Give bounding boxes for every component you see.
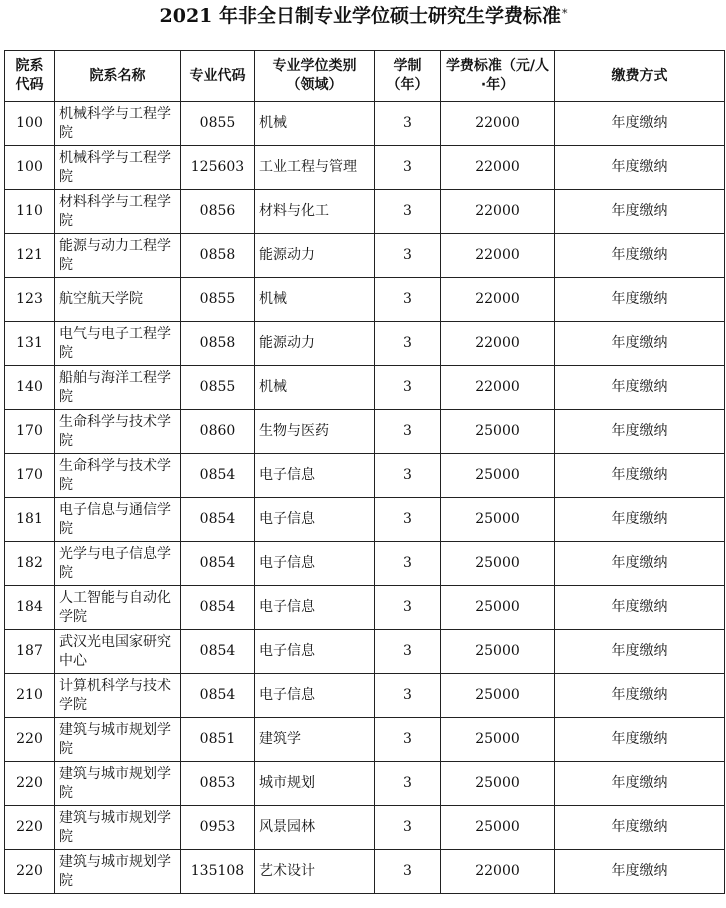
table-row (5, 674, 725, 718)
header-duration: 学制（年） (375, 51, 441, 102)
cell-payment: 年度缴纳 (555, 498, 725, 542)
cell-duration: 3 (375, 234, 441, 278)
cell-major-code: 0856 (181, 190, 255, 234)
cell-payment: 年度缴纳 (555, 850, 725, 894)
cell-payment: 年度缴纳 (555, 278, 725, 322)
cell-dept-code: 182 (5, 542, 55, 586)
cell-dept-name: 材料科学与工程学院 (55, 190, 181, 234)
cell-major-category: 生物与医药 (255, 410, 375, 454)
cell-tuition: 25000 (441, 630, 555, 674)
cell-major-category: 机械 (255, 102, 375, 146)
cell-payment: 年度缴纳 (555, 762, 725, 806)
cell-duration: 3 (375, 762, 441, 806)
cell-dept-code: 123 (5, 278, 55, 322)
cell-dept-name: 建筑与城市规划学院 (55, 718, 181, 762)
header-payment: 缴费方式 (555, 51, 725, 102)
cell-tuition: 22000 (441, 146, 555, 190)
cell-tuition: 25000 (441, 454, 555, 498)
cell-dept-code: 220 (5, 850, 55, 894)
cell-payment: 年度缴纳 (555, 542, 725, 586)
table-body (5, 102, 725, 894)
cell-major-category: 电子信息 (255, 498, 375, 542)
table-header-row (5, 51, 725, 102)
cell-major-code: 0860 (181, 410, 255, 454)
cell-dept-code: 184 (5, 586, 55, 630)
cell-tuition: 25000 (441, 498, 555, 542)
cell-duration: 3 (375, 190, 441, 234)
cell-dept-code: 100 (5, 102, 55, 146)
cell-payment: 年度缴纳 (555, 102, 725, 146)
cell-major-code: 0854 (181, 586, 255, 630)
cell-major-code: 0851 (181, 718, 255, 762)
cell-tuition: 22000 (441, 190, 555, 234)
tuition-table (4, 50, 725, 894)
table-row (5, 762, 725, 806)
cell-duration: 3 (375, 586, 441, 630)
cell-duration: 3 (375, 366, 441, 410)
cell-tuition: 22000 (441, 278, 555, 322)
cell-major-category: 电子信息 (255, 542, 375, 586)
table-row (5, 190, 725, 234)
cell-dept-name: 计算机科学与技术学院 (55, 674, 181, 718)
cell-duration: 3 (375, 102, 441, 146)
cell-major-code: 0854 (181, 674, 255, 718)
cell-duration: 3 (375, 718, 441, 762)
cell-tuition: 22000 (441, 102, 555, 146)
cell-major-code: 0854 (181, 454, 255, 498)
cell-tuition: 25000 (441, 410, 555, 454)
cell-duration: 3 (375, 850, 441, 894)
cell-major-code: 0853 (181, 762, 255, 806)
cell-major-category: 电子信息 (255, 630, 375, 674)
cell-dept-code: 140 (5, 366, 55, 410)
cell-payment: 年度缴纳 (555, 806, 725, 850)
table-row (5, 146, 725, 190)
cell-tuition: 25000 (441, 674, 555, 718)
cell-major-code: 0855 (181, 102, 255, 146)
cell-major-category: 工业工程与管理 (255, 146, 375, 190)
cell-major-category: 电子信息 (255, 674, 375, 718)
cell-major-category: 材料与化工 (255, 190, 375, 234)
cell-payment: 年度缴纳 (555, 234, 725, 278)
cell-dept-code: 181 (5, 498, 55, 542)
cell-payment: 年度缴纳 (555, 410, 725, 454)
cell-dept-name: 机械科学与工程学院 (55, 146, 181, 190)
cell-major-category: 城市规划 (255, 762, 375, 806)
cell-payment: 年度缴纳 (555, 322, 725, 366)
cell-dept-name: 航空航天学院 (55, 278, 181, 322)
table-row (5, 586, 725, 630)
cell-major-code: 0854 (181, 630, 255, 674)
cell-dept-name: 能源与动力工程学院 (55, 234, 181, 278)
cell-payment: 年度缴纳 (555, 366, 725, 410)
table-row (5, 102, 725, 146)
table-row (5, 410, 725, 454)
table-row (5, 630, 725, 674)
cell-dept-name: 人工智能与自动化学院 (55, 586, 181, 630)
cell-dept-name: 武汉光电国家研究中心 (55, 630, 181, 674)
cell-major-code: 0953 (181, 806, 255, 850)
cell-major-category: 电子信息 (255, 454, 375, 498)
cell-tuition: 22000 (441, 850, 555, 894)
cell-dept-code: 220 (5, 806, 55, 850)
cell-tuition: 22000 (441, 234, 555, 278)
cell-dept-code: 100 (5, 146, 55, 190)
cell-payment: 年度缴纳 (555, 454, 725, 498)
cell-dept-name: 建筑与城市规划学院 (55, 806, 181, 850)
cell-dept-name: 建筑与城市规划学院 (55, 850, 181, 894)
cell-payment: 年度缴纳 (555, 190, 725, 234)
table-row (5, 850, 725, 894)
table-row (5, 454, 725, 498)
cell-dept-code: 187 (5, 630, 55, 674)
cell-dept-name: 机械科学与工程学院 (55, 102, 181, 146)
cell-duration: 3 (375, 498, 441, 542)
cell-dept-code: 170 (5, 410, 55, 454)
cell-major-code: 0854 (181, 542, 255, 586)
header-dept-name: 院系名称 (55, 51, 181, 102)
cell-duration: 3 (375, 806, 441, 850)
cell-dept-code: 220 (5, 762, 55, 806)
header-major-category: 专业学位类别（领域） (255, 51, 375, 102)
cell-dept-code: 110 (5, 190, 55, 234)
cell-major-category: 机械 (255, 278, 375, 322)
cell-major-category: 机械 (255, 366, 375, 410)
cell-tuition: 25000 (441, 762, 555, 806)
table-row (5, 498, 725, 542)
table-row (5, 542, 725, 586)
cell-major-category: 电子信息 (255, 586, 375, 630)
cell-dept-code: 210 (5, 674, 55, 718)
cell-major-code: 0855 (181, 278, 255, 322)
cell-dept-name: 建筑与城市规划学院 (55, 762, 181, 806)
title-footnote-mark: * (562, 7, 568, 20)
table-row (5, 278, 725, 322)
cell-dept-name: 电气与电子工程学院 (55, 322, 181, 366)
cell-major-code: 0858 (181, 322, 255, 366)
cell-payment: 年度缴纳 (555, 674, 725, 718)
cell-dept-name: 船舶与海洋工程学院 (55, 366, 181, 410)
cell-duration: 3 (375, 542, 441, 586)
cell-major-code: 0855 (181, 366, 255, 410)
table-row (5, 366, 725, 410)
cell-dept-code: 121 (5, 234, 55, 278)
table-row (5, 322, 725, 366)
cell-duration: 3 (375, 674, 441, 718)
cell-major-category: 能源动力 (255, 322, 375, 366)
cell-tuition: 25000 (441, 586, 555, 630)
cell-duration: 3 (375, 146, 441, 190)
cell-tuition: 25000 (441, 542, 555, 586)
cell-payment: 年度缴纳 (555, 586, 725, 630)
header-dept-code: 院系代码 (5, 51, 55, 102)
cell-major-category: 风景园林 (255, 806, 375, 850)
document-title: 2021 年非全日制专业学位硕士研究生学费标准* (159, 5, 568, 27)
cell-tuition: 22000 (441, 322, 555, 366)
cell-major-category: 艺术设计 (255, 850, 375, 894)
cell-duration: 3 (375, 410, 441, 454)
cell-duration: 3 (375, 322, 441, 366)
cell-dept-code: 220 (5, 718, 55, 762)
cell-major-category: 能源动力 (255, 234, 375, 278)
cell-dept-name: 生命科学与技术学院 (55, 410, 181, 454)
cell-dept-name: 电子信息与通信学院 (55, 498, 181, 542)
cell-payment: 年度缴纳 (555, 146, 725, 190)
header-tuition: 学费标准（元/人·年） (441, 51, 555, 102)
cell-duration: 3 (375, 278, 441, 322)
cell-tuition: 25000 (441, 718, 555, 762)
table-row (5, 806, 725, 850)
cell-major-category: 建筑学 (255, 718, 375, 762)
table-row (5, 234, 725, 278)
cell-major-code: 0858 (181, 234, 255, 278)
cell-duration: 3 (375, 630, 441, 674)
cell-major-code: 125603 (181, 146, 255, 190)
cell-tuition: 25000 (441, 806, 555, 850)
cell-major-code: 0854 (181, 498, 255, 542)
cell-payment: 年度缴纳 (555, 718, 725, 762)
cell-tuition: 22000 (441, 366, 555, 410)
cell-payment: 年度缴纳 (555, 630, 725, 674)
cell-dept-name: 光学与电子信息学院 (55, 542, 181, 586)
cell-dept-code: 170 (5, 454, 55, 498)
header-major-code: 专业代码 (181, 51, 255, 102)
table-row (5, 718, 725, 762)
cell-dept-name: 生命科学与技术学院 (55, 454, 181, 498)
cell-duration: 3 (375, 454, 441, 498)
cell-major-code: 135108 (181, 850, 255, 894)
cell-dept-code: 131 (5, 322, 55, 366)
